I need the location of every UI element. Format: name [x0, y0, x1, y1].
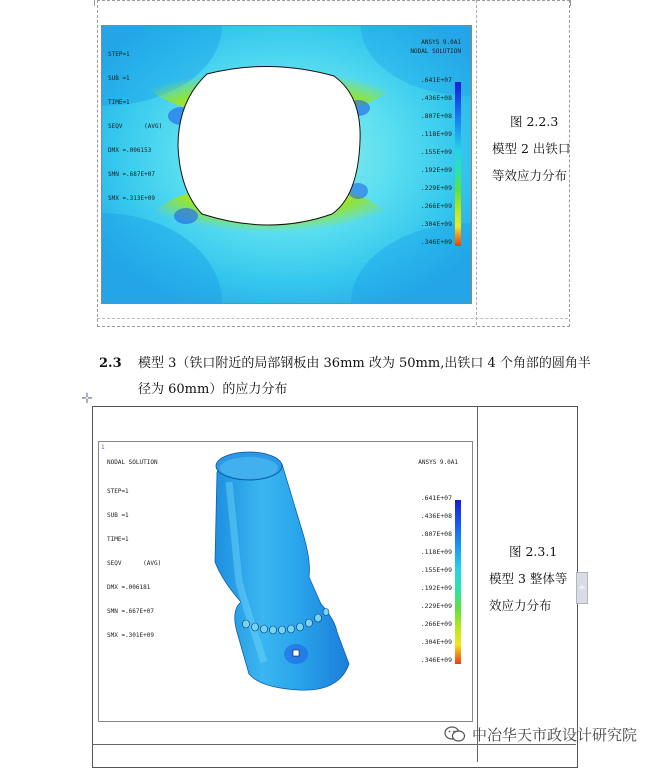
legend-label: .266E+09 [420, 202, 452, 210]
legend-label: .229E+09 [420, 602, 452, 610]
figure1-info-line: SUB =1 [108, 75, 130, 82]
figure1-info-line: DMX =.006153 [108, 147, 152, 154]
figure1-caption-line: 等效应力分布 [492, 168, 568, 183]
legend-label: .155E+09 [420, 148, 452, 156]
figure1-info-line: SMN =.687E+07 [108, 171, 155, 178]
figure1-info [108, 35, 162, 219]
section-number: 2.3 [99, 356, 122, 371]
figure1-table-divider [476, 0, 477, 325]
figure2-legend-labels [415, 494, 452, 674]
figure1-info-line: TIME=1 [108, 99, 130, 106]
watermark [444, 722, 666, 746]
table-resize-handle-icon[interactable]: + [576, 572, 588, 604]
figure2-brand: ANSYS 9.0A1 [418, 459, 458, 466]
figure1-info-line: STEP=1 [108, 51, 130, 58]
figure2-caption [489, 538, 575, 619]
legend-label: .266E+09 [420, 620, 452, 628]
figure2-info-line: SMN =.667E+07 [107, 608, 154, 615]
legend-label: .192E+09 [420, 584, 452, 592]
figure1-caption [492, 108, 572, 189]
figure1-caption-number: 图 2.2.3 [510, 114, 559, 129]
legend-label: .346E+09 [420, 656, 452, 664]
legend-label: .155E+09 [420, 566, 452, 574]
figure2-table-divider [477, 406, 478, 762]
legend-label: .192E+09 [420, 166, 452, 174]
legend-label: .118E+09 [420, 548, 452, 556]
wechat-icon [444, 725, 466, 743]
figure2-caption-line: 效应力分布 [489, 598, 552, 613]
legend-label: .229E+09 [420, 184, 452, 192]
figure2-info-line: STEP=1 [107, 488, 129, 495]
figure2-info-line: SUB =1 [107, 512, 129, 519]
figure1-bottom-rule [97, 318, 568, 319]
section-title-line: 径为 60mm）的应力分布 [138, 382, 288, 397]
figure1-info-line: SEQV (AVG) [108, 123, 163, 130]
figure1-info-line: SMX =.313E+09 [108, 195, 155, 202]
figure2-info [107, 472, 161, 656]
figure2-caption-number: 图 2.3.1 [509, 544, 558, 559]
figure2-info-line: SEQV (AVG) [107, 560, 162, 567]
figure2-image [98, 441, 473, 722]
legend-label: .118E+09 [420, 130, 452, 138]
watermark-text: 中冶华天市政设计研究院 [472, 725, 638, 744]
legend-label: .807E+08 [420, 112, 452, 120]
figure1-brand: ANSYS 9.0A1 [421, 39, 461, 46]
legend-label: .807E+08 [420, 530, 452, 538]
legend-label: .346E+09 [420, 238, 452, 246]
section-title [138, 351, 591, 403]
figure2-info-line: DMX =.006181 [107, 584, 151, 591]
legend-label: .436E+08 [420, 512, 452, 520]
legend-label: .641E+07 [420, 494, 452, 502]
table-move-handle-icon[interactable]: ✛ [81, 391, 93, 407]
figure2-index-mark: 1 [101, 444, 105, 451]
figure1-caption-line: 模型 2 出铁口 [492, 141, 571, 156]
figure2-info-line: SMX =.301E+09 [107, 632, 154, 639]
page-corner-mark-right [570, 0, 589, 6]
section-title-line: 模型 3（铁口附近的局部钢板由 36mm 改为 50mm,出铁口 4 个角部的圆角半 [138, 356, 591, 371]
figure1-legend-labels [416, 76, 452, 256]
legend-label: .641E+07 [420, 76, 452, 84]
figure2-info-line: TIME=1 [107, 536, 129, 543]
legend-label: .304E+09 [420, 220, 452, 228]
figure2-legend-bar [455, 500, 461, 664]
figure1-legend-bar [455, 82, 461, 246]
legend-label: .436E+08 [420, 94, 452, 102]
legend-label: .304E+09 [420, 638, 452, 646]
figure1-image [101, 25, 472, 304]
page-corner-mark-left [78, 0, 95, 6]
figure2-caption-line: 模型 3 整体等 [489, 571, 568, 586]
figure1-solution-label: NODAL SOLUTION [410, 48, 461, 55]
figure2-solution-label: NODAL SOLUTION [107, 459, 158, 466]
